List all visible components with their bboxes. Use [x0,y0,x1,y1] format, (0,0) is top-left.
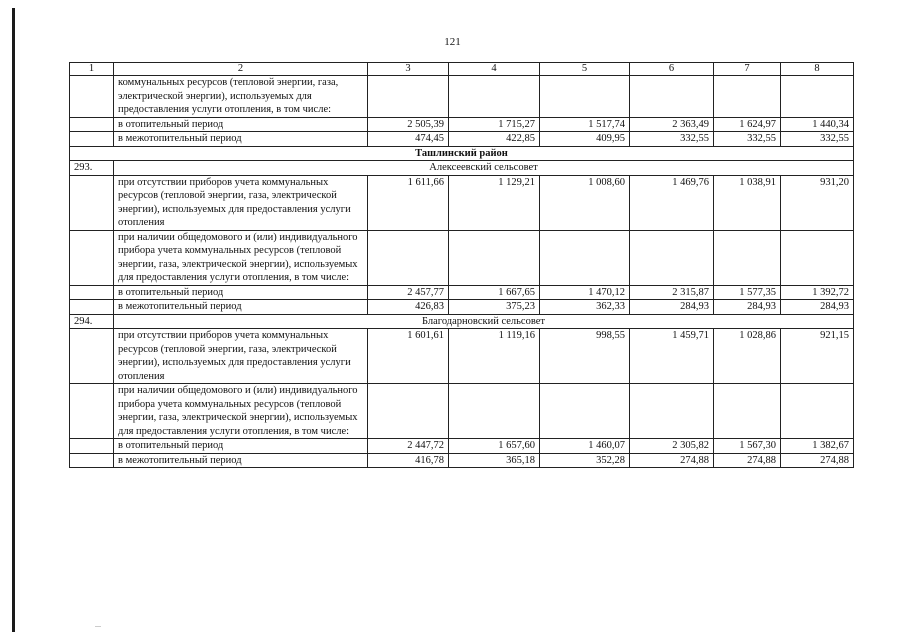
value-cell: 998,55 [540,329,630,384]
value-cell: 1 611,66 [368,175,449,230]
value-cell: 1 392,72 [781,285,854,300]
value-cell: 931,20 [781,175,854,230]
value-cell: 1 028,86 [714,329,781,384]
header-row [70,63,854,76]
value-cell: 2 505,39 [368,117,449,132]
value-cell: 1 470,12 [540,285,630,300]
table-row [70,329,854,384]
value-cell: 1 601,61 [368,329,449,384]
value-cell: 422,85 [449,132,540,147]
value-cell: 416,78 [368,453,449,468]
row-description: при наличии общедомового и (или) индивидуального прибора учета коммунальных ресурсов (тепловой энергии, газа, электрической энергии), используемых для предоставления услуги отопления, в том числе: [114,230,368,285]
value-cell: 1 469,76 [630,175,714,230]
value-cell: 1 577,35 [714,285,781,300]
value-cell: 409,95 [540,132,630,147]
value-cell: 1 459,71 [630,329,714,384]
value-cell: 1 440,34 [781,117,854,132]
row-label: в межотопительный период [114,453,368,468]
value-cell: 332,55 [714,132,781,147]
row-label: в отопительный период [114,439,368,454]
value-cell: 1 382,67 [781,439,854,454]
page-number: 121 [444,36,461,48]
value-cell: 1 008,60 [540,175,630,230]
value-cell: 1 038,91 [714,175,781,230]
table-row [70,439,854,454]
value-cell: 284,93 [630,300,714,315]
row-description: при отсутствии приборов учета коммунальных ресурсов (тепловой энергии, газа, электрической энергии), используемых для предоставления услуги отопления [114,175,368,230]
value-cell: 365,18 [449,453,540,468]
row-description: коммунальных ресурсов (тепловой энергии, газа, электрической энергии), используемых для предоставления услуги отопления, в том числе: [114,76,368,118]
value-cell: 1 119,16 [449,329,540,384]
value-cell: 1 667,65 [449,285,540,300]
value-cell: 1 657,60 [449,439,540,454]
value-cell: 375,23 [449,300,540,315]
value-cell: 362,33 [540,300,630,315]
value-cell: 474,45 [368,132,449,147]
value-cell: 1 129,21 [449,175,540,230]
table-row [70,230,854,285]
value-cell: 274,88 [630,453,714,468]
tariff-table [69,62,854,468]
value-cell: 2 315,87 [630,285,714,300]
row-number: 293. [70,161,114,176]
value-cell: 1 460,07 [540,439,630,454]
value-cell: 274,88 [781,453,854,468]
table-row [70,117,854,132]
value-cell: 921,15 [781,329,854,384]
value-cell: 274,88 [714,453,781,468]
value-cell: 426,83 [368,300,449,315]
row-description: при наличии общедомового и (или) индивидуального прибора учета коммунальных ресурсов (тепловой энергии, газа, электрической энергии), используемых для предоставления услуги отопления, в том числе: [114,384,368,439]
header-cell: 8 [781,63,854,76]
scan-artifact [95,626,101,627]
value-cell: 1 517,74 [540,117,630,132]
settlement-row [70,314,854,329]
region-row [70,146,854,161]
table-row [70,132,854,147]
value-cell: 1 715,27 [449,117,540,132]
value-cell: 2 305,82 [630,439,714,454]
header-cell: 6 [630,63,714,76]
row-number: 294. [70,314,114,329]
row-label: в межотопительный период [114,300,368,315]
header-cell: 7 [714,63,781,76]
row-label: в отопительный период [114,285,368,300]
region-title: Ташлинский район [70,146,854,161]
value-cell: 352,28 [540,453,630,468]
table-row [70,384,854,439]
table-row [70,175,854,230]
row-label: в межотопительный период [114,132,368,147]
settlement-name: Алексеевский сельсовет [114,161,854,176]
table-row [70,453,854,468]
value-cell: 1 567,30 [714,439,781,454]
page-edge-bar [12,8,15,632]
table-row [70,285,854,300]
value-cell: 2 363,49 [630,117,714,132]
header-cell: 2 [114,63,368,76]
value-cell: 2 457,77 [368,285,449,300]
header-cell: 4 [449,63,540,76]
header-cell: 5 [540,63,630,76]
value-cell: 284,93 [714,300,781,315]
table-row [70,300,854,315]
row-description: при отсутствии приборов учета коммунальных ресурсов (тепловой энергии, газа, электрической энергии), используемых для предоставления услуги отопления [114,329,368,384]
value-cell: 284,93 [781,300,854,315]
value-cell: 332,55 [630,132,714,147]
settlement-name: Благодарновский сельсовет [114,314,854,329]
header-cell: 3 [368,63,449,76]
row-label: в отопительный период [114,117,368,132]
table-row [70,76,854,118]
header-cell: 1 [70,63,114,76]
value-cell: 2 447,72 [368,439,449,454]
value-cell: 332,55 [781,132,854,147]
settlement-row [70,161,854,176]
value-cell: 1 624,97 [714,117,781,132]
